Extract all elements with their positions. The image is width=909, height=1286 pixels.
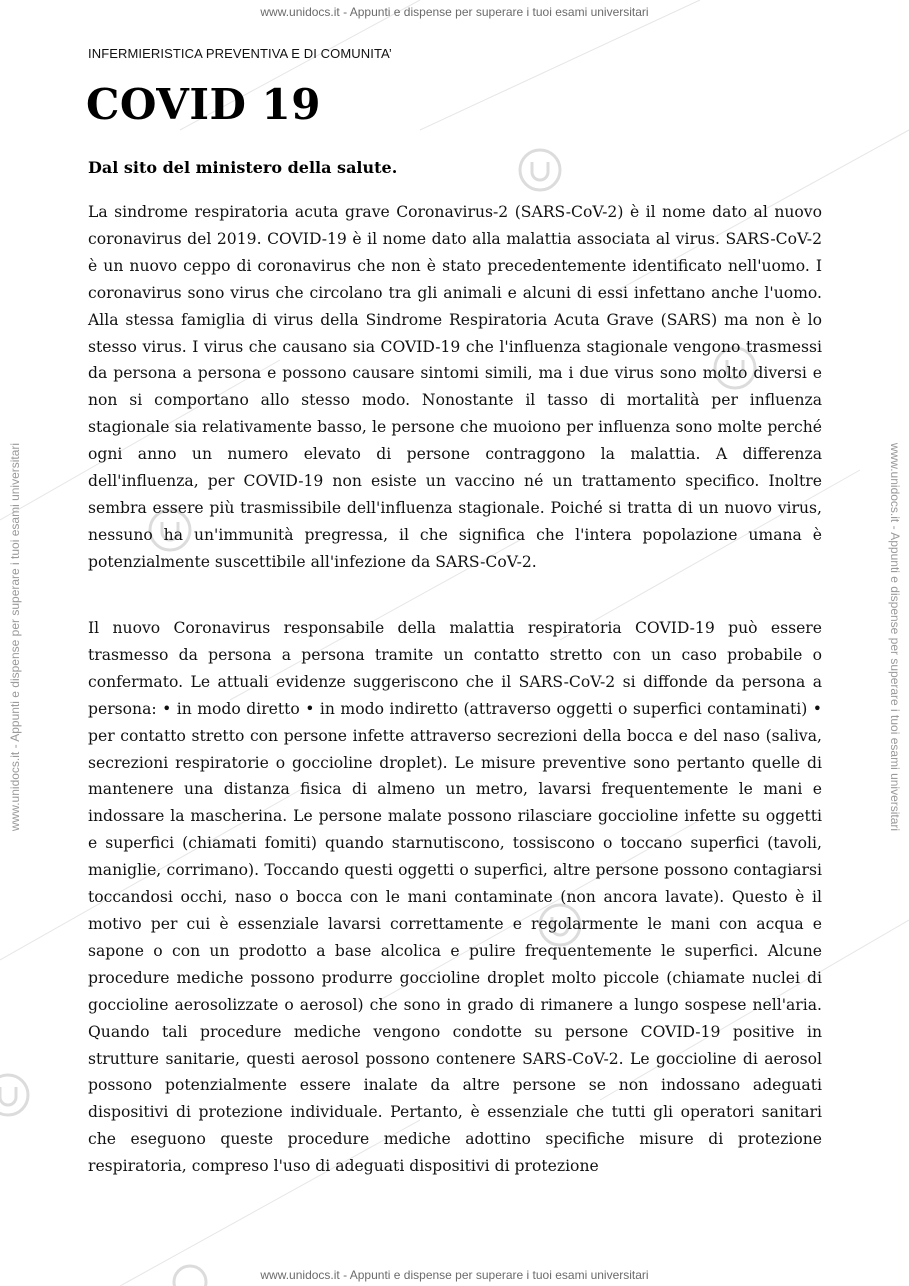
page-title: COVID 19 (86, 80, 321, 129)
watermark-side-left: www.unidocs.it - Appunti e dispense per superare i tuoi esami universitari (8, 442, 22, 832)
unidocs-logo-icon (520, 150, 560, 190)
watermark-side-right: www.unidocs.it - Appunti e dispense per superare i tuoi esami universitari (888, 442, 902, 832)
section-subtitle: Dal sito del ministero della salute. (88, 158, 398, 177)
watermark-footer[interactable]: www.unidocs.it - Appunti e dispense per superare i tuoi esami universitari (260, 1268, 649, 1282)
paragraph-2: Il nuovo Coronavirus responsabile della malattia respiratoria COVID-19 può essere trasmesso da persona a persona tramite un contatto stretto con un caso probabile o confermato. Le attuali evidenze suggeriscono che il SARS-CoV-2 si diffonde da persona a persona: • in modo diretto • in modo indiretto (attraverso oggetti o superfici contaminati) • per contatto stretto con persone infette attraverso secrezioni della bocca e del naso (saliva, secrezioni respiratorie o goccioline droplet). Le misure preventive sono pertanto quelle di mantenere una distanza fisica di almeno un metro, lavarsi frequentemente le mani e indossare la mascherina. Le persone malate possono rilasciare goccioline infette su oggetti e superfici (chiamati fomiti) quando starnutiscono, tossiscono o toccano superfici (tavoli, maniglie, corrimano). Toccando questi oggetti o superfici, altre persone possono contagiarsi toccandosi occhi, naso o bocca con le mani contaminate (non ancora lavate). Questo è il motivo per cui è essenziale lavarsi correttamente e regolarmente le mani con acqua e sapone o con un prodotto a base alcolica e pulire frequentemente le superfici. Alcune procedure mediche possono produrre goccioline droplet molto piccole (chiamate nuclei di goccioline aerosolizzate o aerosol) che sono in grado di rimanere a lungo sospese nell'aria. Quando tali procedure mediche vengono condotte su persone COVID-19 positive in strutture sanitarie, questi aerosol possono contenere SARS-CoV-2. Le goccioline di aerosol possono potenzialmente essere inalate da altre persone se non indossano adeguati dispositivi di protezione individuale. Pertanto, è essenziale che tutti gli operatori sanitari che eseguono queste procedure mediche adottino specifiche misure di protezione respiratoria, compreso l'uso di adeguati dispositivi di protezione (88, 619, 822, 1176)
watermark-header[interactable]: www.unidocs.it - Appunti e dispense per superare i tuoi esami universitari (260, 5, 649, 19)
course-title: INFERMIERISTICA PREVENTIVA E DI COMUNITA’ (88, 46, 392, 61)
paragraph-1: La sindrome respiratoria acuta grave Coronavirus-2 (SARS-CoV-2) è il nome dato al nuovo coronavirus del 2019. COVID-19 è il nome dato alla malattia associata al virus. SARS-CoV-2 è un nuovo ceppo di coronavirus che non è stato precedentemente identificato nell'uomo. I coronavirus sono virus che circolano tra gli animali e alcuni di essi infettano anche l'uomo. Alla stessa famiglia di virus della Sindrome Respiratoria Acuta Grave (SARS) ma non è lo stesso virus. I virus che causano sia COVID-19 che l'influenza stagionale vengono trasmessi da persona a persona e possono causare sintomi simili, ma i due virus sono molto diversi e non si comportano allo stesso modo. Nonostante il tasso di mortalità per influenza stagionale sia relativamente basso, le persone che muoiono per influenza sono molte perché ogni anno un numero elevato di persone contraggono la malattia. A differenza dell'influenza, per COVID-19 non esiste un vaccino né un trattamento specifico. Inoltre sembra essere più trasmissibile dell'influenza stagionale. Poiché si tratta di un nuovo virus, nessuno ha un'immunità pregressa, il che significa che l'intera popolazione umana è potenzialmente suscettibile all'infezione da SARS-CoV-2. (88, 203, 822, 571)
unidocs-logo-icon (0, 1075, 28, 1115)
